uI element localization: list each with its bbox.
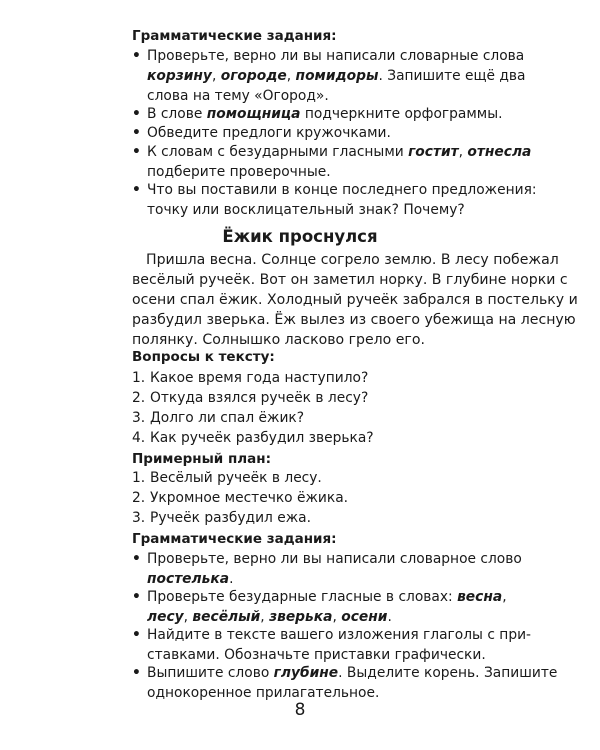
task-item [132,104,503,124]
emphasized-word: отнесла [467,144,532,160]
task-text-pre: В слове [147,106,207,122]
task-item [132,46,526,106]
task-text: точку или восклицательный знак? Почему? [147,202,465,218]
plan-list [132,468,348,528]
bullet-icon: • [132,125,141,141]
list-item [132,368,374,388]
punctuation: . [229,571,234,587]
item-number: 1. [132,370,146,386]
task-text: Проверьте, верно ли вы написали словарное слово [147,551,522,567]
grammar-tasks-heading-2: Грамматические задания: [132,531,337,547]
bullet-icon: • [132,551,141,567]
task-text [132,607,486,627]
task-text: ставками. Обозначьте приставки графически. [147,647,486,663]
item-number: 2. [132,490,146,506]
task-text-tail: . Запишите ещё два [378,68,526,84]
task-text-post: подчеркните орфограммы. [300,106,503,122]
emphasized-word: зверька [269,609,333,625]
story-line: весёлый ручеёк. Вот он заметил норку. В глубине норки с [132,272,568,288]
item-number: 1. [132,470,146,486]
item-text: Ручеёк разбудил ежа. [150,510,312,526]
task-text [132,142,532,162]
list-item [132,388,374,408]
punctuation: , [332,609,342,625]
task-text-post: . Выделите корень. Запишите [338,665,558,681]
bullet-icon: • [132,182,141,198]
punctuation: , [260,609,270,625]
punctuation: , [211,68,221,84]
task-text-pre: Выпишите слово [147,665,274,681]
task-item [132,625,532,665]
bullet-icon: • [132,48,141,64]
story-line: разбудил зверька. Ёж вылез из своего убежища на лесную [132,312,576,328]
story-line: полянку. Солнышко ласково грело его. [132,332,425,348]
list-item [132,408,374,428]
punctuation: , [458,144,468,160]
task-item [132,587,507,627]
task-text [132,569,486,589]
dictionary-word: постелька [147,571,230,587]
bullet-icon: • [132,627,141,643]
story-line: осени спал ёжик. Холодный ручеёк забрался в постельку и [132,292,578,308]
item-number: 2. [132,390,146,406]
item-text: Как ручеёк разбудил зверька? [150,430,374,446]
dictionary-word: помидоры [295,68,379,84]
task-text: однокоренное прилагательное. [147,685,380,701]
task-item [132,663,558,703]
item-text: Долго ли спал ёжик? [150,410,305,426]
punctuation: , [183,609,193,625]
emphasized-word: весёлый [192,609,261,625]
item-text: Какое время года наступило? [150,370,369,386]
task-text [132,104,503,124]
task-text-pre: К словам с безударными гласными [147,144,409,160]
bullet-icon: • [132,106,141,122]
story-title: Ёжик проснулся [222,227,378,246]
emphasized-word: гостит [408,144,459,160]
page-number: 8 [294,700,306,720]
task-text: слова на тему «Огород». [147,88,329,104]
list-item [132,468,348,488]
task-item [132,180,537,220]
emphasized-word: лесу [147,609,184,625]
task-item [132,123,486,143]
bullet-icon: • [132,665,141,681]
list-item [132,488,348,508]
task-text: Проверьте, верно ли вы написали словарные слова [147,48,525,64]
punctuation: , [502,589,507,605]
emphasized-word: помощница [206,106,301,122]
questions-list [132,368,374,448]
item-number: 4. [132,430,146,446]
plan-heading: Примерный план: [132,451,272,467]
task-text [132,66,526,86]
item-text: Весёлый ручеёк в лесу. [150,470,322,486]
questions-heading: Вопросы к тексту: [132,349,275,365]
bullet-icon: • [132,144,141,160]
dictionary-word: огороде [220,68,287,84]
punctuation: . [387,609,392,625]
list-item [132,508,348,528]
dictionary-word: корзину [147,68,212,84]
task-text: Что вы поставили в конце последнего предложения: [147,182,537,198]
task-text: Найдите в тексте вашего изложения глаголы с при- [147,627,532,643]
grammar-tasks-heading: Грамматические задания: [132,28,337,44]
task-text [132,663,558,683]
item-number: 3. [132,410,146,426]
task-item [132,549,522,589]
task-item [132,142,532,182]
task-text: Обведите предлоги кружочками. [147,125,391,141]
list-item [132,428,374,448]
task-text-pre: Проверьте безударные гласные в словах: [147,589,453,605]
story-text [132,250,578,350]
emphasized-word: глубине [273,665,339,681]
bullet-icon: • [132,589,141,605]
story-line: Пришла весна. Солнце согрело землю. В лесу побежал [146,252,559,268]
emphasized-word: осени [341,609,388,625]
item-text: Укромное местечко ёжика. [150,490,349,506]
emphasized-word: весна [457,589,503,605]
punctuation: , [286,68,296,84]
task-text: подберите проверочные. [147,164,331,180]
task-text [132,587,507,607]
item-text: Откуда взялся ручеёк в лесу? [150,390,369,406]
item-number: 3. [132,510,146,526]
